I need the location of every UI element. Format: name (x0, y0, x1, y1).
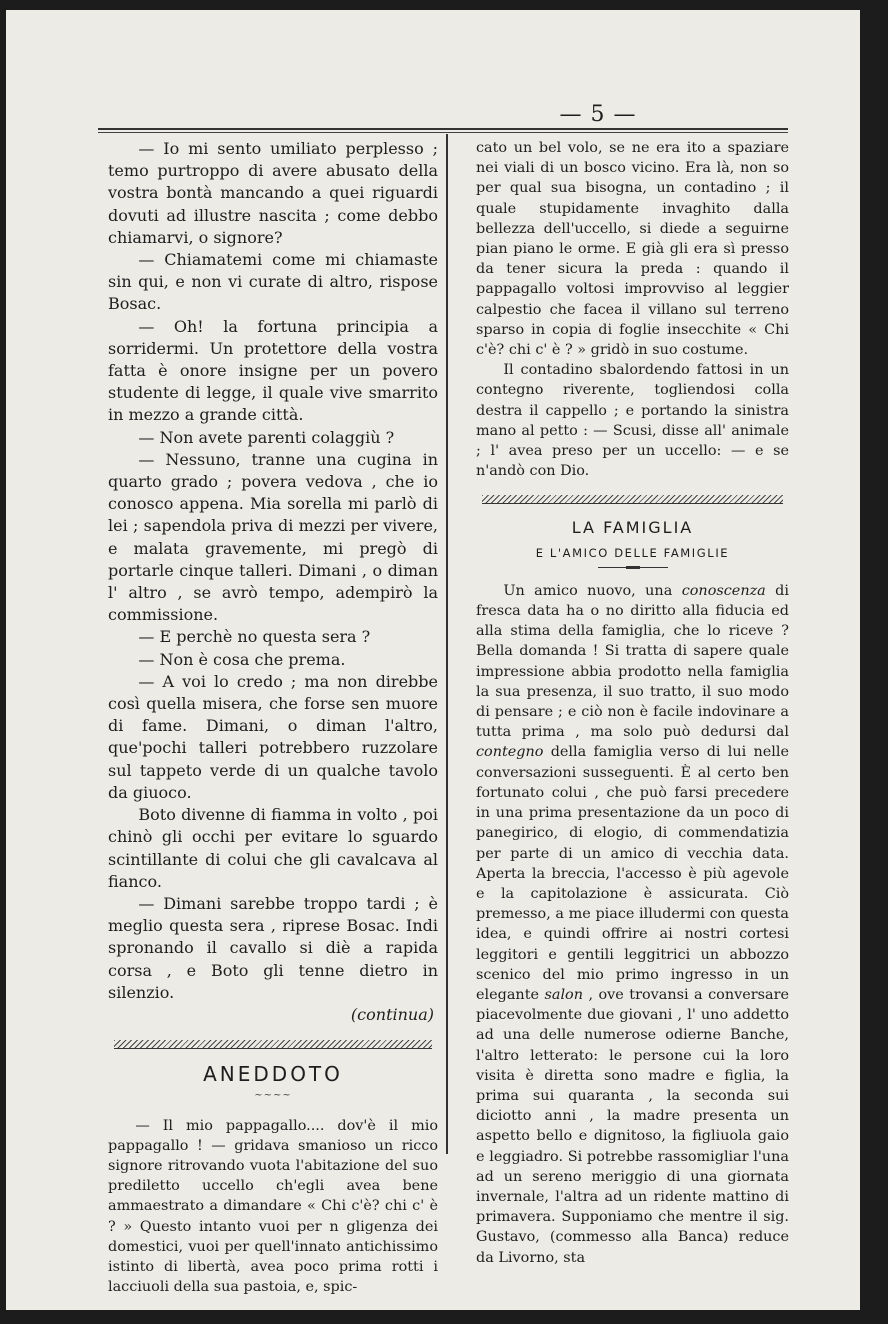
right-column (476, 138, 789, 1268)
paragraph: — A voi lo credo ; ma non direbbe così quella misera, che forse sen muore di fame. Dimani, o diman l'altro, que'pochi talleri potrebbero ruzzolare sul tappeto verde di un qualche tavolo da giuoco. (108, 671, 438, 802)
heading-ornament: ~~~~ (254, 1090, 292, 1102)
continua-label: (continua) (350, 1004, 434, 1024)
paragraph: — Oh! la fortuna principia a sorridermi. Un protettore della vostra fatta è onore insigne per un povero studente di legge, il quale vive smarrito in mezzo a grande città. (108, 316, 438, 425)
paragraph: — Non avete parenti colaggiù ? (138, 427, 395, 447)
section-heading-aneddoto: ANEDDOTO (203, 1062, 343, 1087)
paragraph: cato un bel volo, se ne era ito a spaziare nei viali di un bosco vicino. Era là, non so per qual sua bisogna, un contadino ; il quale stupidamente invaghito dalla bellezza dell'uccello, si diede a seguirne pian piano le orme. E già gli era sì presso da tener sicura la preda : quando il pappagallo voltosi improvviso al leggier calpestio che facea il villano sul terreno sparso in copia di foglie insecchite « Chi c'è? chi c' è ? » gridò in suo costume. (476, 140, 789, 359)
paragraph: — Nessuno, tranne una cugina in quarto grado ; povera vedova , che io conosco appena. Mia sorella mi parlò di lei ; sapendola priva di mezzi per vivere, e malata gravemente, mi pregò di portarle cinque talleri. Dimani , o diman l' altro , se avrò tempo, adempirò la commissione. (108, 449, 438, 625)
paragraph: — Dimani sarebbe troppo tardi ; è meglio questa sera , riprese Bosac. Indi spronando il cavallo si diè a rapida corsa , e Boto gli tenne dietro in silenzio. (108, 893, 438, 1002)
paragraph: Il contadino sbalordendo fattosi in un contegno riverente, togliendosi colla destra il cappello ; e portando la sinistra mano al petto : — Scusi, disse all' animale ; l' avea preso per un uccello: — e se n'andò con Dio. (476, 362, 789, 480)
column-divider (446, 134, 448, 1154)
header-rule (98, 128, 788, 133)
section-separator (114, 1040, 432, 1049)
paragraph: Boto divenne di fiamma in volto , poi chinò gli occhi per evitare lo sguardo scintillante di colui che gli cavalcava al fianco. (108, 805, 438, 891)
paragraph: — Io mi sento umiliato perplesso ; temo purtroppo di avere abusato della vostra bontà mancando a quei riguardi dovuti ad illustre nascita ; come debbo chiamarvi, o signore? (108, 139, 438, 247)
left-column (108, 138, 438, 1297)
section-separator (482, 495, 783, 504)
section-subheading: E L'AMICO DELLE FAMIGLIE (535, 545, 730, 560)
newspaper-page (6, 10, 860, 1310)
page-number: — 5 — (559, 102, 637, 127)
paragraph: — Il mio pappagallo.... dov'è il mio pappagallo ! — gridava smanioso un ricco signore ritrovando vuota l'abitazione del suo prediletto uccello ch'egli avea bene ammaestrato a dimandare « Chi c'è? chi c' è ? » Questo intanto vuoi per n gligenza dei domestici, vuoi per quell'innato antichissimo istinto di libertà, avea poco prima rotti i lacciuoli della sua pastoia, e, spic- (108, 1117, 438, 1296)
paragraph: — Chiamatemi come mi chiamaste sin qui, e non vi curate di altro, rispose Bosac. (108, 250, 438, 314)
paragraph: — Non è cosa che prema. (138, 649, 346, 669)
section-heading-famiglia: LA FAMIGLIA (571, 518, 694, 538)
paragraph: Un amico nuovo, una conoscenza di fresca data ha o no diritto alla fiducia ed alla stima della famiglia, che lo riceve ? Bella domanda ! Si tratta di sapere quale impressione abbia prodotto nella famiglia la sua presenza, il suo tratto, il suo modo di pensare ; e ciò non è facile indovinare a tutta prima , ma solo può dedursi dal contegno della famiglia verso di lui nelle conversazioni susseguenti. È al certo ben fortunato colui , che può farsi precedere in una prima presentazione da un poco di panegirico, di elogio, di commendatizia per parte di un amico di vecchia data. Aperta la breccia, l'accesso è più agevole e la capitolazione è assicurata. Ciò premesso, a me piace illudermi con questa idea, e quindi offrire ai nostri cortesi leggitori e gentili leggitrici un abbozzo scenico del mio primo ingresso in un elegante salon , ove trovansi a conversare piacevolmente due giovani , l' uno addetto ad una delle numerose odierne Banche, l'altro letterato: le persone cui la loro visita è diretta sono madre e figlia, la prima sui quaranta , la seconda sui diciotto anni , la madre presenta un aspetto bello e dignitoso, la figliuola gaio e leggiadro. Si potrebbe rassomigliar l'una ad un sereno meriggio di una giornata invernale, l'altra ad un ridente mattino di primavera. Supponiamo che mentre il sig. Gustavo, (commesso alla Banca) reduce da Livorno, sta (476, 582, 789, 1266)
paragraph: — E perchè no questa sera ? (138, 627, 371, 647)
heading-ornament (598, 567, 668, 571)
